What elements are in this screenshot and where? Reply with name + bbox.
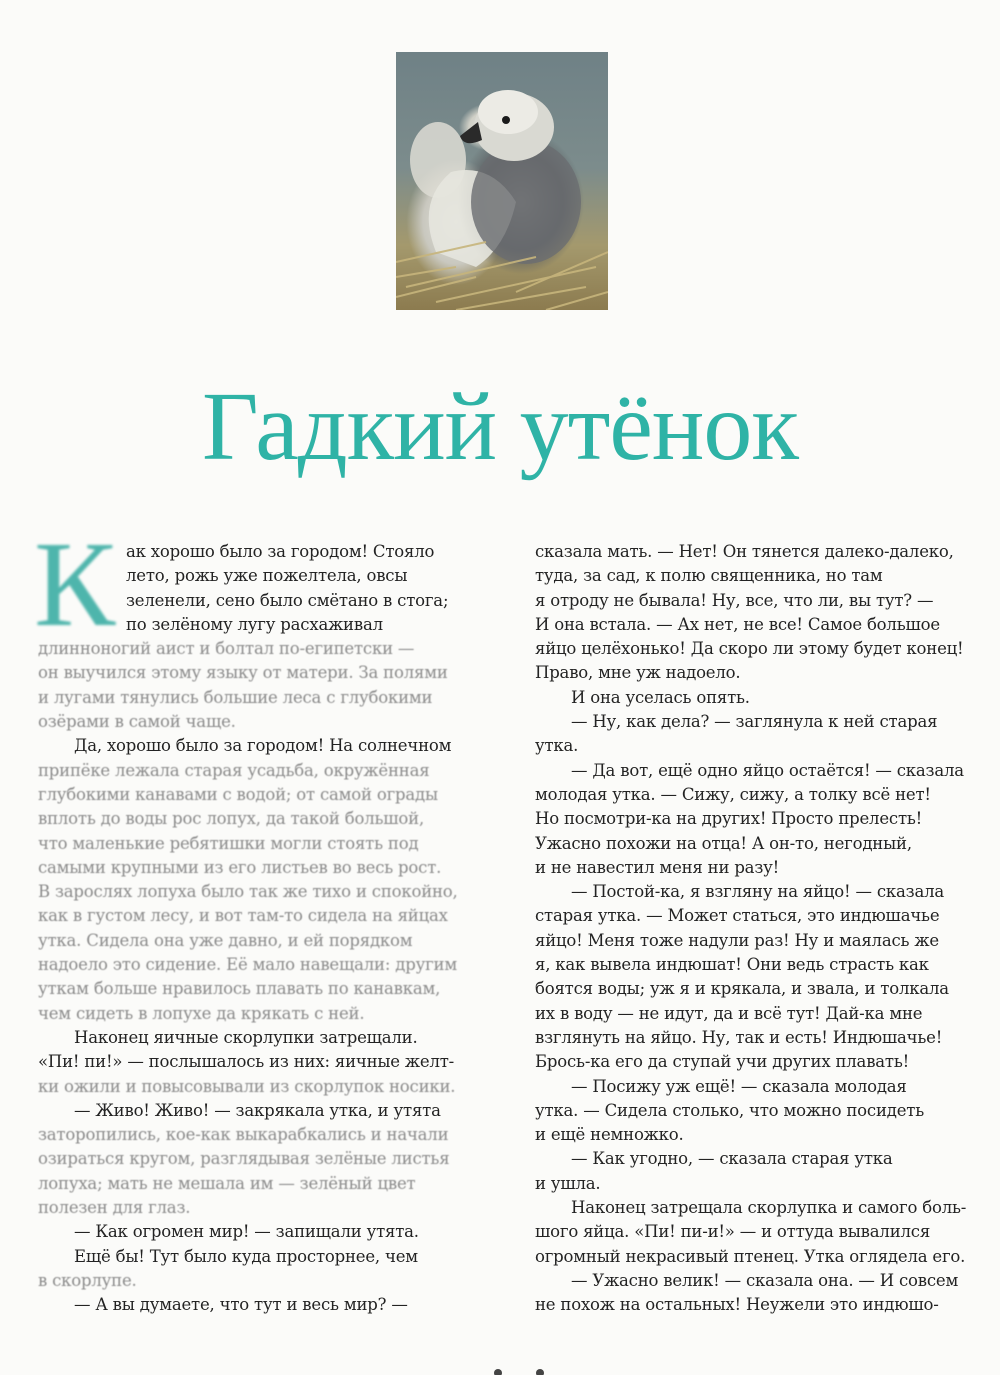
text-line: — Да вот, ещё одно яйцо остаётся! — сказала — [571, 760, 964, 780]
text-line: — А вы думаете, что тут и весь мир? — — [74, 1295, 408, 1315]
text-line: озираться кругом, разглядывая зелёные листья — [38, 1149, 450, 1169]
text-line: надоело это сидение. Её мало навещали: другим — [38, 955, 457, 975]
text-line: Наконец яичные скорлупки затрещали. — [74, 1027, 418, 1047]
text-line: ки ожили и повысовывали из скорлупок носики. — [38, 1076, 456, 1096]
text-line: заторопились, кое-как выкарабкались и начали — [38, 1125, 449, 1145]
left-text-column — [38, 540, 488, 1318]
text-line: — Как угодно, — сказала старая утка — [571, 1149, 893, 1169]
right-text-column — [535, 540, 995, 1318]
text-line: утка. Сидела она уже давно, и ей порядком — [38, 930, 413, 950]
text-line: шого яйца. «Пи! пи-и!» — и оттуда вывалился — [535, 1222, 931, 1242]
text-line: Но посмотри-ка на других! Просто прелесть! — [535, 809, 923, 829]
text-line: И она уселась опять. — [571, 687, 750, 707]
text-line: — Живо! Живо! — закрякала утка, и утята — [74, 1100, 441, 1120]
text-line: полезен для глаз. — [38, 1198, 191, 1218]
text-line: чем сидеть в лопухе да крякать с ней. — [38, 1003, 365, 1023]
text-line: — Как огромен мир! — запищали утята. — [74, 1222, 419, 1242]
text-line: старая утка. — Может статься, это индюшачье — [535, 906, 940, 926]
text-line: самыми крупными из его листьев во весь рост. — [38, 857, 442, 877]
text-line: молодая утка. — Сижу, сижу, а толку всё нет! — [535, 784, 931, 804]
text-line: Право, мне уж надоело. — [535, 663, 741, 683]
text-line: яйцо! Меня тоже надули раз! Ну и маялась же — [535, 930, 939, 950]
text-line: вплоть до воды рос лопух, да такой большой, — [38, 809, 424, 829]
duckling-illustration — [396, 52, 608, 310]
text-line: что маленькие ребятишки могли стоять под — [38, 833, 419, 853]
text-line: огромный некрасивый птенец. Утка оглядела его. — [535, 1246, 966, 1266]
text-line: в скорлупе. — [38, 1270, 137, 1290]
text-line: озёрами в самой чаще. — [38, 712, 236, 732]
text-line: Наконец затрещала скорлупка и самого боль- — [571, 1198, 967, 1218]
text-line: яйцо целёхонько! Да скоро ли этому будет конец! — [535, 639, 964, 659]
text-line: я отроду не бывала! Ну, все, что ли, вы тут? — — [535, 590, 934, 610]
text-line: как в густом лесу, и вот там-то сидела на яйцах — [38, 906, 448, 926]
text-line: лопуха; мать не мешала им — зелёный цвет — [38, 1173, 416, 1193]
text-line: «Пи! пи!» — послышалось из них: яичные желт- — [38, 1052, 455, 1072]
story-title: Гадкий утёнок — [202, 373, 798, 481]
text-line: и не навестил меня ни разу! — [535, 857, 780, 877]
text-line: он выучился этому языку от матери. За полями — [38, 663, 448, 683]
text-line: Брось-ка его да ступай учи других плавать! — [535, 1052, 910, 1072]
text-line: Ужасно похожи на отца! А он-то, негодный, — [535, 833, 912, 853]
text-line: глубокими канавами с водой; от самой ограды — [38, 784, 438, 804]
text-line: — Ужасно велик! — сказала она. — И совсем — [571, 1270, 959, 1290]
text-line: сказала мать. — Нет! Он тянется далеко-далеко, — [535, 542, 954, 561]
text-line: В зарослях лопуха было так же тихо и спокойно, — [38, 882, 458, 902]
text-line: ак хорошо было за городом! Стояло — [126, 542, 435, 561]
text-line: и ушла. — [535, 1173, 601, 1193]
text-line: И она встала. — Ах нет, не все! Самое большое — [535, 614, 940, 634]
text-line: длинноногий аист и болтал по-египетски — — [38, 639, 415, 659]
text-line: зеленели, сено было смётано в стога; — [126, 590, 449, 610]
text-line: утка. — Сидела столько, что можно посидеть — [535, 1100, 924, 1120]
text-line: — Ну, как дела? — заглянула к ней старая — [571, 712, 938, 732]
text-line: Да, хорошо было за городом! На солнечном — [74, 736, 452, 756]
text-line: их в воду — не идут, да и всё тут! Дай-ка мне — [535, 1003, 923, 1023]
text-line: я, как вывела индюшат! Они ведь страсть как — [535, 955, 929, 975]
text-line: — Посижу уж ещё! — сказала молодая — [571, 1076, 907, 1096]
text-line: взглянуть на яйцо. Ну, так и есть! Индюшачье! — [535, 1027, 943, 1047]
text-line: утка. — [535, 736, 579, 756]
text-line: — Постой-ка, я взгляну на яйцо! — сказала — [571, 882, 945, 902]
text-line: лето, рожь уже пожелтела, овсы — [126, 566, 408, 586]
text-line: и ещё немножко. — [535, 1125, 684, 1145]
text-line: туда, за сад, к полю священника, но там — [535, 566, 883, 586]
text-line: боятся воды; уж я и крякала, и звала, и толкала — [535, 979, 949, 999]
duckling-picture — [396, 52, 608, 310]
page-ornament — [488, 1363, 568, 1375]
text-line: по зелёному лугу расхаживал — [126, 614, 383, 634]
drop-cap: К — [34, 517, 116, 652]
text-line: припёке лежала старая усадьба, окружённая — [38, 760, 430, 780]
text-line: Ещё бы! Тут было куда просторнее, чем — [74, 1246, 418, 1266]
text-line: не похож на остальных! Неужели это индюшо- — [535, 1295, 939, 1315]
text-line: и лугами тянулись большие леса с глубокими — [38, 687, 433, 707]
text-line: уткам больше нравилось плавать по канавкам, — [38, 979, 441, 999]
